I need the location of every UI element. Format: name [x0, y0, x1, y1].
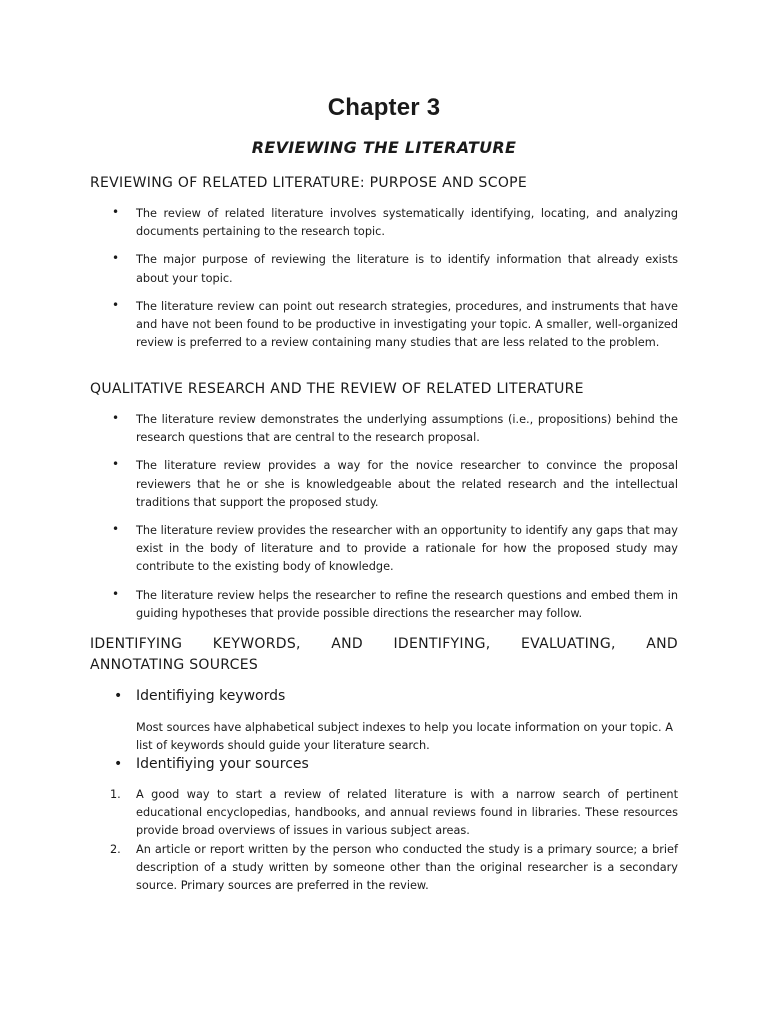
bullet-icon: • [112, 457, 120, 472]
section1-bullet-list [108, 205, 678, 352]
list-item [108, 251, 678, 287]
list-item [108, 587, 678, 623]
list-item [108, 205, 678, 241]
heading-word: EVALUATING, [521, 636, 616, 652]
section-heading-qualitative: QUALITATIVE RESEARCH AND THE REVIEW OF RELATED LITERATURE [90, 381, 584, 397]
section2-bullet-list [108, 411, 678, 623]
section-heading-keywords [90, 634, 678, 676]
list-item [110, 841, 678, 896]
list-item [110, 786, 678, 841]
bullet-text: The literature review demonstrates the underlying assumptions (i.e., propositions) behind the research questions that are central to the research proposal. [136, 413, 678, 445]
bullet-icon: • [112, 297, 120, 312]
subheading-label: Identifiying your sources [136, 756, 309, 772]
subheading-label: Identifiying keywords [136, 688, 286, 704]
list-item [108, 457, 678, 512]
bullet-text: The literature review provides a way for the novice researcher to convince the proposal reviewers that he or she is knowledgeable about the related research and the intellectual traditions that support the proposed study. [136, 459, 678, 509]
subheading-keywords [114, 688, 285, 704]
bullet-icon: • [112, 411, 120, 425]
heading-word: KEYWORDS, [212, 636, 301, 652]
bullet-icon: • [114, 756, 123, 772]
section-heading-purpose-scope: REVIEWING OF RELATED LITERATURE: PURPOSE AND SCOPE [90, 175, 528, 191]
bullet-text: The literature review helps the researcher to refine the research questions and embed them in guiding hypotheses that provide possible directions the researcher may follow. [136, 588, 678, 620]
subheading-sources [114, 756, 309, 772]
keywords-paragraph: Most sources have alphabetical subject indexes to help you locate information on your topic. A list of keywords should guide your literature search. [136, 721, 673, 752]
heading-word: IDENTIFYING, [393, 636, 491, 652]
heading-line-1 [90, 634, 678, 655]
chapter-title: Chapter 3 [327, 94, 441, 121]
sources-numbered-list [110, 786, 678, 895]
chapter-subtitle: REVIEWING THE LITERATURE [251, 138, 517, 157]
heading-word: IDENTIFYING [90, 636, 183, 652]
bullet-icon: • [112, 586, 120, 601]
item-number: 1. [110, 788, 121, 801]
bullet-icon: • [112, 251, 120, 266]
bullet-icon: • [114, 688, 123, 704]
heading-word: AND [646, 636, 678, 652]
heading-word: AND [331, 636, 363, 652]
bullet-icon: • [112, 205, 120, 219]
item-number: 2. [110, 842, 121, 856]
bullet-text: The review of related literature involves systematically identifying, locating, and analyzing documents pertaining to the research topic. [136, 207, 678, 239]
item-text: An article or report written by the person who conducted the study is a primary source; a brief description of a study written by someone other than the original researcher is a secondary source. Primary sources are preferred in the review. [136, 842, 678, 893]
list-item [108, 411, 678, 447]
bullet-text: The literature review provides the researcher with an opportunity to identify any gaps that may exist in the body of literature and to provide a rationale for how the proposed study may contribute to the existing body of knowledge. [136, 524, 678, 574]
bullet-text: The literature review can point out research strategies, procedures, and instruments that have and have not been found to be productive in investigating your topic. A smaller, well-organized review is preferred to a review containing many studies that are less related to the problem. [136, 299, 678, 350]
list-item [108, 522, 678, 577]
list-item [108, 298, 678, 353]
heading-line-2: ANNOTATING SOURCES [90, 657, 259, 673]
bullet-text: The major purpose of reviewing the literature is to identify information that already exists about your topic. [136, 253, 678, 285]
bullet-icon: • [112, 522, 120, 537]
item-text: A good way to start a review of related literature is with a narrow search of pertinent educational encyclopedias, handbooks, and annual reviews found in libraries. These resources provide broad overviews of issues in various subject areas. [136, 788, 678, 838]
